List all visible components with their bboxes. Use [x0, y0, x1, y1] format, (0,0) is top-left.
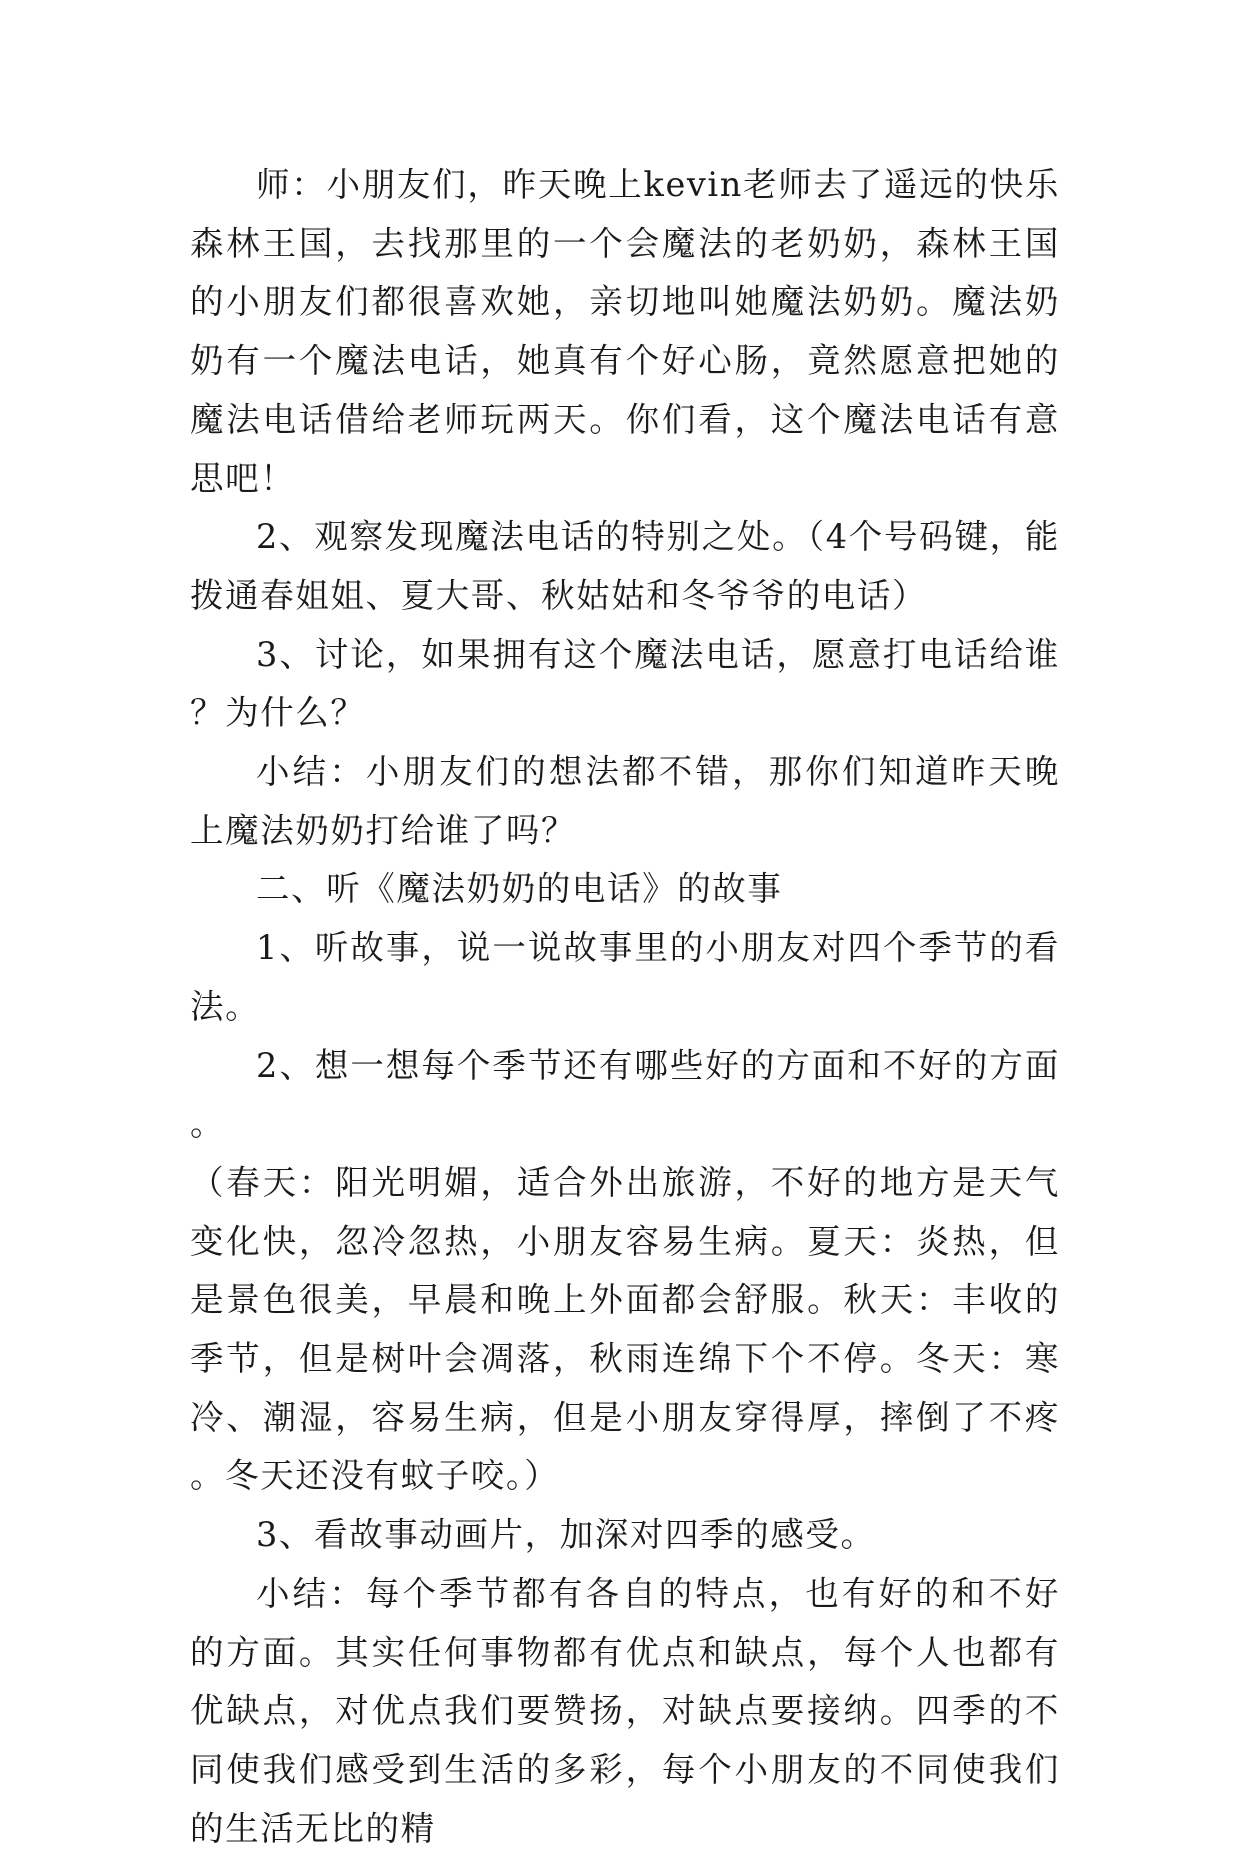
paragraph-teacher-intro: 师：小朋友们，昨天晚上kevin老师去了遥远的快乐森林王国，去找那里的一个会魔法的老奶奶，森林王国的小朋友们都很喜欢她，亲切地叫她魔法奶奶。魔法奶奶有一个魔法电话，她真有个好心肠，竟然愿意把她的魔法电话借给老师玩两天。你们看，这个魔法电话有意思吧！ [190, 165, 1060, 498]
section-heading-story: 二、听《魔法奶奶的电话》的故事 [256, 869, 783, 909]
paragraph-summary-2: 小结：每个季节都有各自的特点，也有好的和不好的方面。其实任何事物都有优点和缺点，每个人也都有优缺点，对优点我们要赞扬，对缺点要接纳。四季的不同使我们感受到生活的多彩，每个小朋友的不同使我们的生活无比的精 [190, 1573, 1060, 1848]
paragraph-step-3-discuss: 3、讨论，如果拥有这个魔法电话，愿意打电话给谁？为什么？ [190, 634, 1060, 733]
paragraph-seasons-notes: （春天：阳光明媚，适合外出旅游，不好的地方是天气变化快，忽冷忽热，小朋友容易生病。夏天：炎热，但是景色很美，早晨和晚上外面都会舒服。秋天：丰收的季节，但是树叶会凋落，秋雨连绵下个不停。冬天：寒冷、潮湿，容易生病，但是小朋友穿得厚，摔倒了不疼。冬天还没有蚊子咬。） [190, 1162, 1060, 1496]
paragraph-summary-1: 小结：小朋友们的想法都不错，那你们知道昨天晚上魔法奶奶打给谁了吗？ [190, 752, 1060, 850]
document-body [190, 156, 1060, 1858]
paragraph-step-2-observe: 2、观察发现魔法电话的特别之处。（4个号码键，能拨通春姐姐、夏大哥、秋姑姑和冬爷爷的电话） [190, 517, 1060, 615]
paragraph-story-step-2: 2、想一想每个季节还有哪些好的方面和不好的方面。 [190, 1045, 1060, 1144]
paragraph-story-step-1: 1、听故事，说一说故事里的小朋友对四个季节的看法。 [190, 928, 1060, 1026]
paragraph-story-step-3: 3、看故事动画片，加深对四季的感受。 [256, 1515, 876, 1555]
